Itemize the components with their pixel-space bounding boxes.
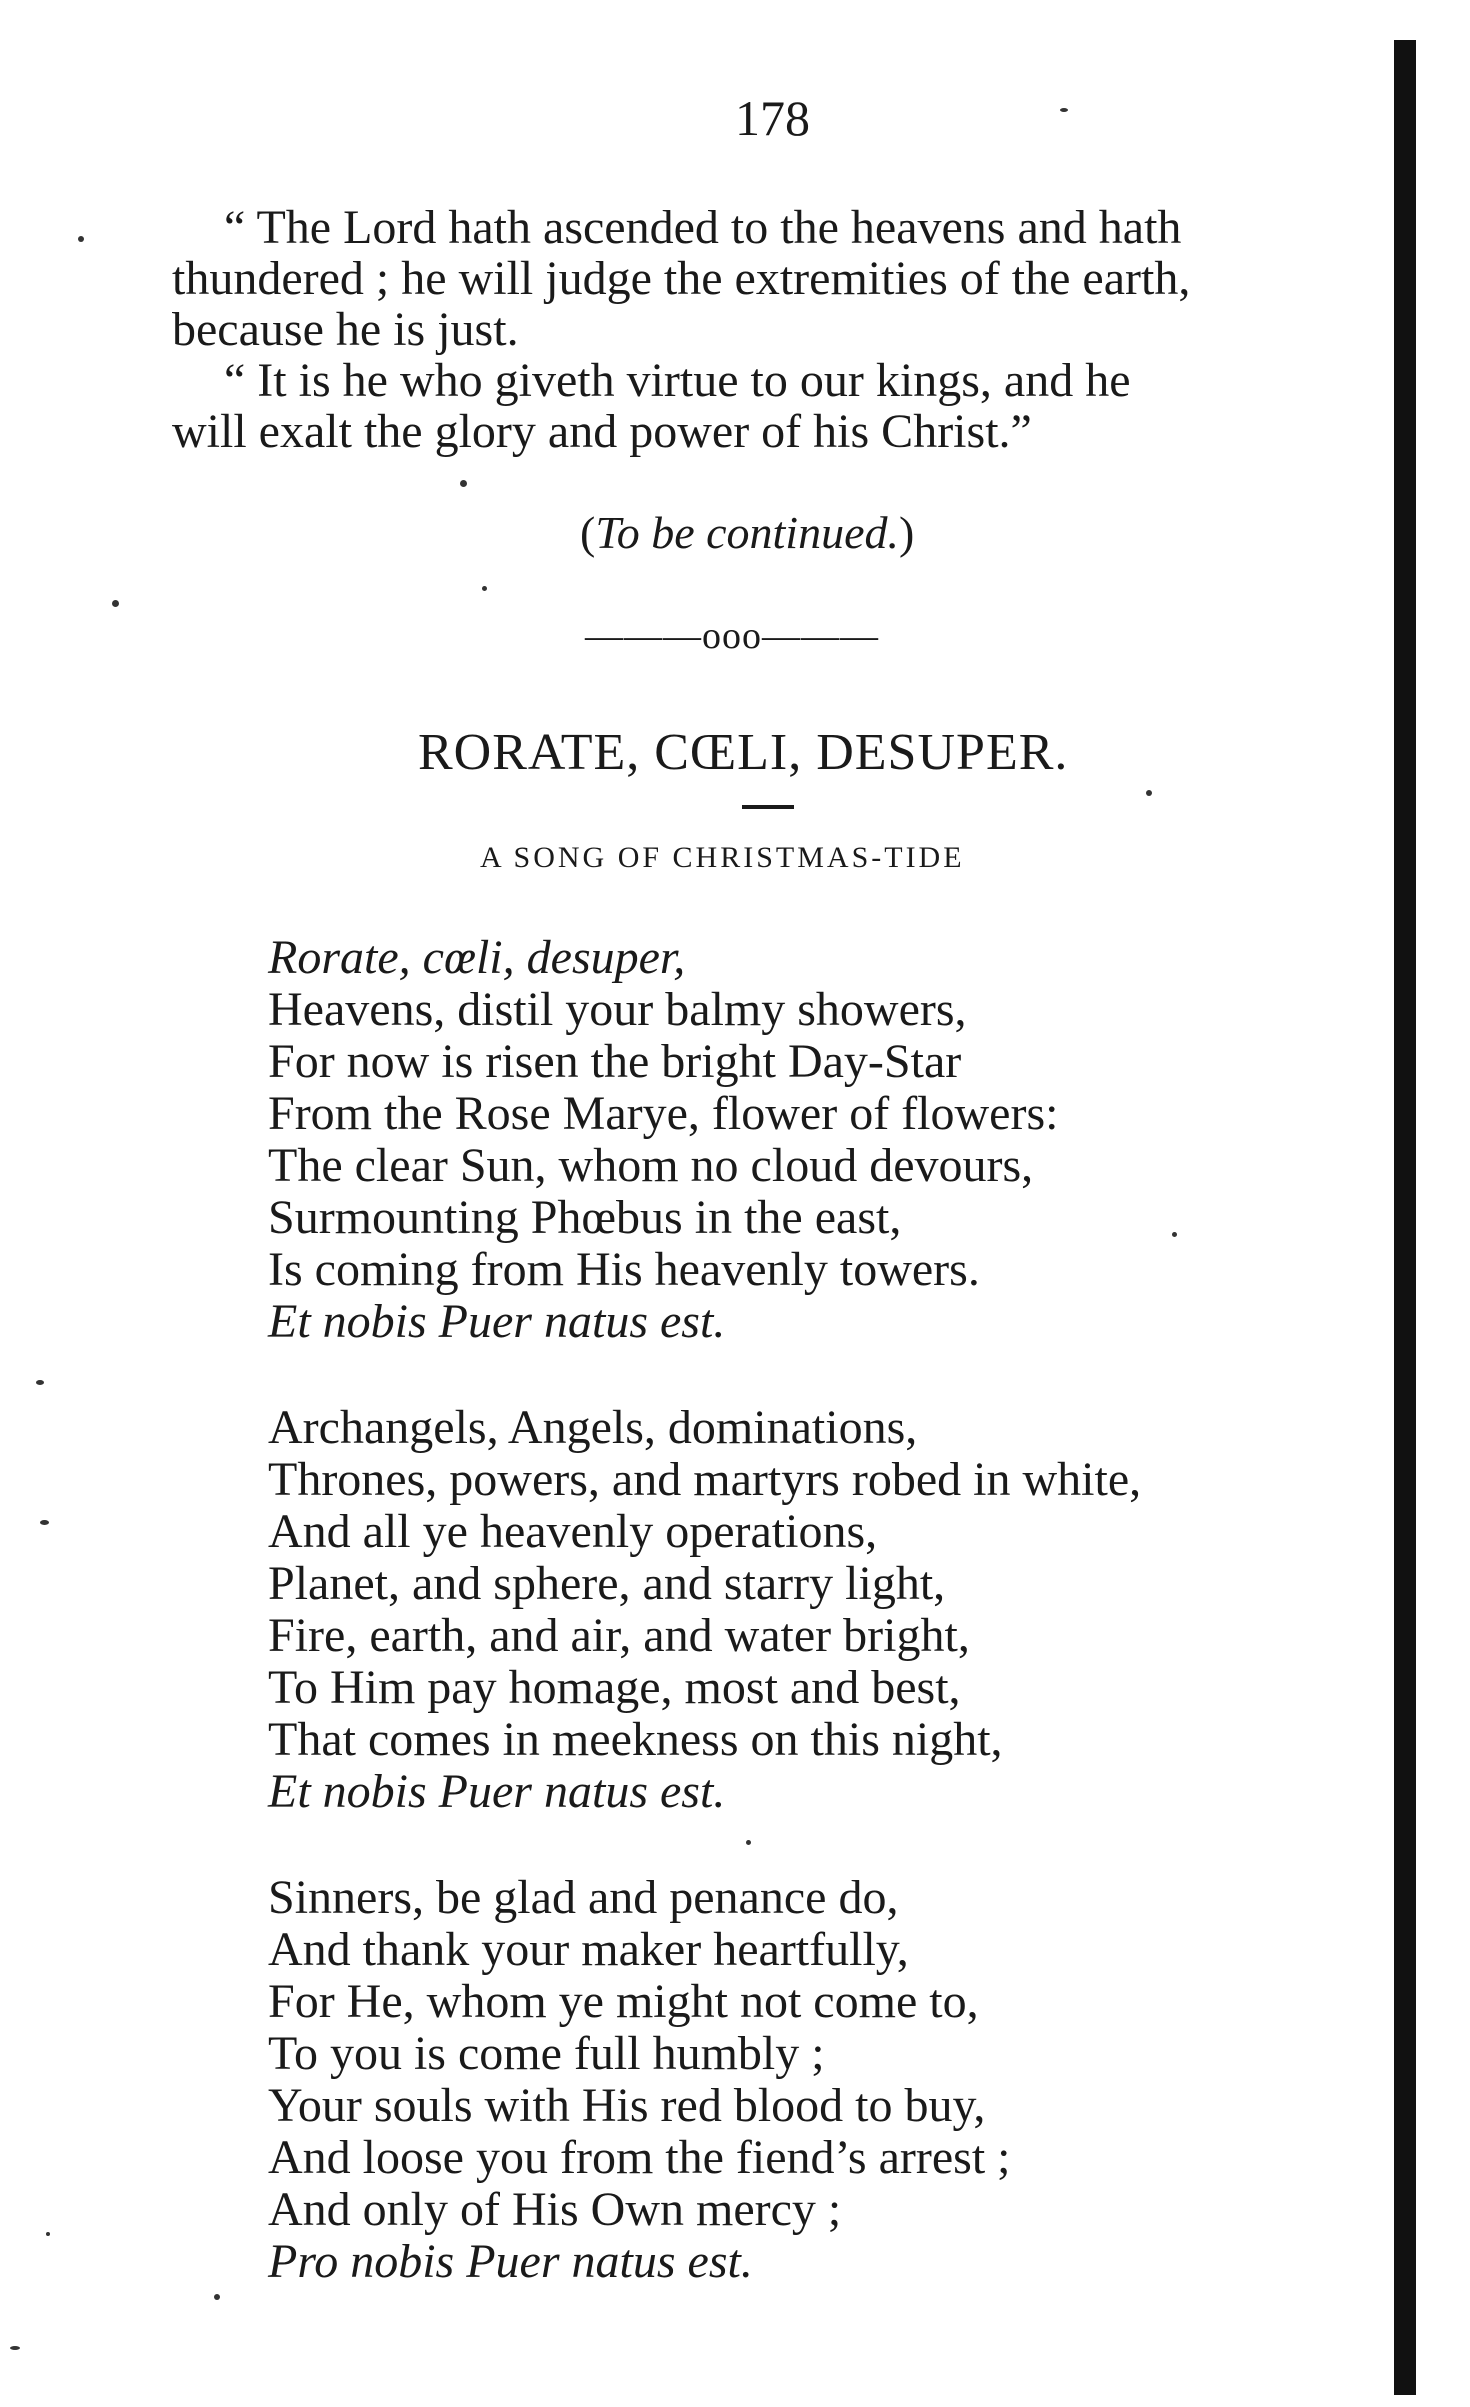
poem-line: For now is risen the bright Day-Star bbox=[268, 1035, 962, 1088]
poem-line: To Him pay homage, most and best, bbox=[268, 1661, 961, 1714]
scan-speck bbox=[1146, 790, 1152, 796]
poem-line: From the Rose Marye, flower of flowers: bbox=[268, 1087, 1059, 1140]
section-divider: ———ooo——— bbox=[585, 615, 879, 657]
to-be-continued-note bbox=[580, 505, 914, 561]
poem-line: And loose you from the fiend’s arrest ; bbox=[268, 2131, 1011, 2184]
poem-line: Sinners, be glad and penance do, bbox=[268, 1871, 899, 1924]
scan-speck bbox=[10, 2346, 20, 2350]
poem-line: Surmounting Phœbus in the east, bbox=[268, 1191, 902, 1244]
poem-line: To you is come full humbly ; bbox=[268, 2027, 825, 2080]
scan-speck bbox=[36, 1380, 44, 1385]
scan-speck bbox=[78, 236, 84, 242]
poem-line: Rorate, cœli, desuper, bbox=[268, 931, 686, 984]
scan-edge-shadow bbox=[1394, 40, 1416, 2395]
close-paren: ) bbox=[899, 507, 915, 558]
scan-speck bbox=[1060, 108, 1068, 112]
poem-line: Is coming from His heavenly towers. bbox=[268, 1243, 980, 1296]
page-number: 178 bbox=[735, 90, 810, 146]
poem-refrain: Et nobis Puer natus est. bbox=[268, 1295, 726, 1348]
poem-title: RORATE, CŒLI, DESUPER. bbox=[418, 724, 1069, 781]
poem-line: Fire, earth, and air, and water bright, bbox=[268, 1609, 970, 1662]
poem-line: Heavens, distil your balmy showers, bbox=[268, 983, 967, 1036]
poem-line: And thank your maker heartfully, bbox=[268, 1923, 909, 1976]
poem-line: And all ye heavenly operations, bbox=[268, 1505, 878, 1558]
poem-line: For He, whom ye might not come to, bbox=[268, 1975, 979, 2028]
poem-refrain: Pro nobis Puer natus est. bbox=[268, 2235, 753, 2288]
poem-stanza-1 bbox=[268, 932, 1058, 1348]
poem-line: Your souls with His red blood to buy, bbox=[268, 2079, 986, 2132]
scan-speck bbox=[214, 2294, 220, 2300]
title-rule bbox=[742, 805, 794, 809]
scan-speck bbox=[1172, 1232, 1177, 1237]
poem-stanza-2 bbox=[268, 1402, 1141, 1818]
prose-line: because he is just. bbox=[172, 303, 519, 356]
prose-continuation bbox=[172, 202, 1372, 457]
poem-line: Planet, and sphere, and starry light, bbox=[268, 1557, 946, 1610]
continued-text: To be continued. bbox=[595, 507, 899, 558]
poem-stanza-3 bbox=[268, 1872, 1011, 2288]
poem-subtitle: A SONG OF CHRISTMAS-TIDE bbox=[480, 841, 965, 874]
prose-line: thundered ; he will judge the extremities of the earth, bbox=[172, 252, 1191, 305]
poem-line: That comes in meekness on this night, bbox=[268, 1713, 1003, 1766]
poem-line: Thrones, powers, and martyrs robed in white, bbox=[268, 1453, 1142, 1506]
scan-speck bbox=[482, 586, 487, 591]
scan-speck bbox=[46, 2232, 50, 2236]
scan-speck bbox=[460, 480, 467, 487]
prose-line: will exalt the glory and power of his Christ.” bbox=[172, 405, 1032, 458]
poem-line: Archangels, Angels, dominations, bbox=[268, 1401, 918, 1454]
prose-line: “ The Lord hath ascended to the heavens and hath bbox=[224, 201, 1182, 254]
scan-speck bbox=[112, 600, 119, 607]
poem-refrain: Et nobis Puer natus est. bbox=[268, 1765, 726, 1818]
open-paren: ( bbox=[580, 507, 596, 558]
prose-line: “ It is he who giveth virtue to our kings, and he bbox=[224, 354, 1131, 407]
scan-speck bbox=[746, 1840, 751, 1845]
poem-line: The clear Sun, whom no cloud devours, bbox=[268, 1139, 1034, 1192]
poem-line: And only of His Own mercy ; bbox=[268, 2183, 842, 2236]
scan-speck bbox=[40, 1520, 49, 1525]
